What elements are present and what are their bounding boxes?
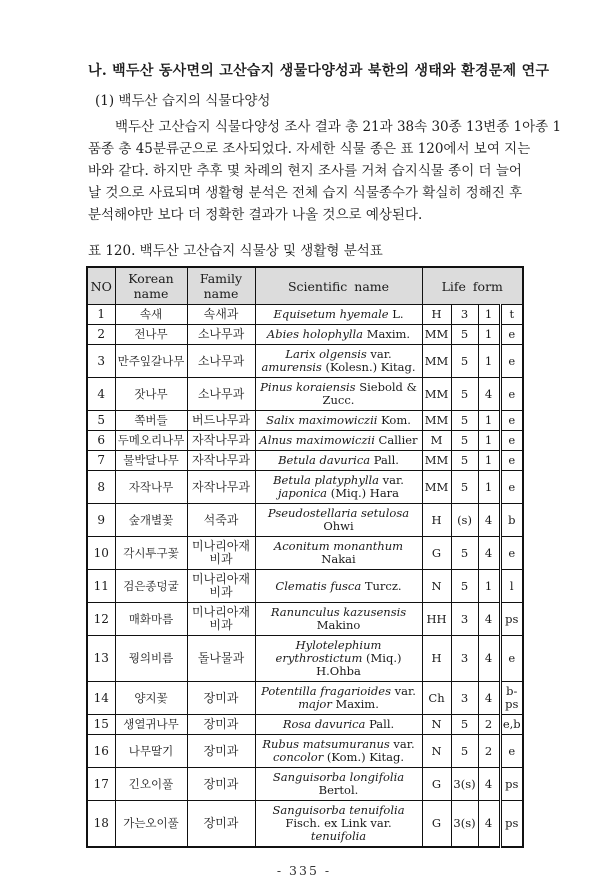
life-form-growth: ps <box>500 603 523 636</box>
life-form-disseminule: 4 <box>478 682 500 715</box>
species-table <box>86 266 524 848</box>
life-form-radicoid: 5 <box>451 451 478 471</box>
life-form-growth: ps <box>500 801 523 848</box>
family-name-cell: 장미과 <box>187 715 255 735</box>
family-name-cell: 소나무과 <box>187 345 255 378</box>
family-name-cell: 미나리아재비과 <box>187 570 255 603</box>
scientific-name-cell <box>255 431 422 451</box>
life-form-dormancy: G <box>422 801 451 848</box>
paragraph-line: 품종 총 45분류군으로 조사되었다. 자세한 식물 종은 표 120에서 보여 지는 <box>88 141 531 157</box>
life-form-dormancy: MM <box>422 325 451 345</box>
korean-name-cell: 숲개별꽃 <box>115 504 187 537</box>
life-form-dormancy: M <box>422 431 451 451</box>
scientific-name-cell <box>255 636 422 682</box>
life-form-dormancy: H <box>422 504 451 537</box>
sci-roman-segment: L. <box>388 307 404 321</box>
sci-roman-segment: (Kom.) Kitag. <box>323 750 405 764</box>
table-row <box>87 682 523 715</box>
sci-italic-segment: Sanguisorba tenuifolia <box>272 803 405 817</box>
life-form-dormancy: HH <box>422 603 451 636</box>
life-form-dormancy: N <box>422 715 451 735</box>
table-row <box>87 325 523 345</box>
life-form-radicoid: 3 <box>451 305 478 325</box>
sci-italic-segment: major <box>298 697 332 711</box>
sci-italic-segment: Potentilla fragarioides <box>261 684 391 698</box>
life-form-disseminule: 4 <box>478 636 500 682</box>
life-form-disseminule: 1 <box>478 431 500 451</box>
sci-italic-segment: Hylotelephium erythrostictum <box>275 638 382 665</box>
korean-name-cell: 매화마름 <box>115 603 187 636</box>
scientific-name-cell <box>255 735 422 768</box>
subsection-heading: (1) 백두산 습지의 식물다양성 <box>95 93 271 109</box>
life-form-dormancy: MM <box>422 411 451 431</box>
life-form-radicoid: 3(s) <box>451 801 478 848</box>
table-row <box>87 603 523 636</box>
row-number-cell: 3 <box>87 345 115 378</box>
life-form-dormancy: G <box>422 537 451 570</box>
sci-italic-segment: japonica <box>277 486 328 500</box>
family-name-cell: 속새과 <box>187 305 255 325</box>
life-form-disseminule: 4 <box>478 603 500 636</box>
paragraph-line: 날 것으로 사료되며 생활형 분석은 전체 습지 식물종수가 확실히 정해진 후 <box>88 185 523 201</box>
table-row <box>87 537 523 570</box>
table-row <box>87 636 523 682</box>
table-row <box>87 570 523 603</box>
life-form-radicoid: 5 <box>451 325 478 345</box>
life-form-dormancy: H <box>422 636 451 682</box>
sci-roman-segment: var. <box>379 473 404 487</box>
life-form-radicoid: 5 <box>451 537 478 570</box>
life-form-growth: ps <box>500 768 523 801</box>
sci-roman-segment: Pall. <box>370 453 399 467</box>
sci-italic-segment: Aconitum monanthum <box>273 539 404 553</box>
family-name-cell: 미나리아재비과 <box>187 537 255 570</box>
family-name-cell: 장미과 <box>187 801 255 848</box>
sci-roman-segment: Ohwi <box>323 519 354 533</box>
korean-name-cell: 잣나무 <box>115 378 187 411</box>
sci-italic-segment: amurensis <box>261 360 322 374</box>
sci-roman-segment: var. <box>390 684 416 698</box>
scientific-name-cell <box>255 715 422 735</box>
scientific-name-cell <box>255 801 422 848</box>
korean-name-cell: 양지꽃 <box>115 682 187 715</box>
life-form-disseminule: 2 <box>478 735 500 768</box>
section-heading: 나. 백두산 동사면의 고산습지 생물다양성과 북한의 생태와 환경문제 연구 <box>88 63 550 79</box>
sci-italic-segment: Salix maximowiczii <box>266 413 378 427</box>
col-header-no: NO <box>87 267 115 305</box>
row-number-cell: 8 <box>87 471 115 504</box>
table-row <box>87 768 523 801</box>
life-form-disseminule: 4 <box>478 378 500 411</box>
col-header-family-name: Family name <box>187 267 255 305</box>
row-number-cell: 2 <box>87 325 115 345</box>
table-row <box>87 504 523 537</box>
life-form-growth: e <box>500 325 523 345</box>
table-row <box>87 378 523 411</box>
family-name-cell: 돌나물과 <box>187 636 255 682</box>
row-number-cell: 1 <box>87 305 115 325</box>
sci-italic-segment: Betula platyphylla <box>273 473 380 487</box>
sci-italic-segment: Sanguisorba longifolia <box>272 770 405 784</box>
life-form-dormancy: H <box>422 305 451 325</box>
sci-roman-segment: Turcz. <box>361 578 402 593</box>
sci-italic-segment: Clematis fusca <box>275 578 362 593</box>
life-form-growth: e <box>500 411 523 431</box>
korean-name-cell: 만주잎갈나무 <box>115 345 187 378</box>
table-caption: 표 120. 백두산 고산습지 식물상 및 생활형 분석표 <box>88 243 383 259</box>
scientific-name-cell <box>255 682 422 715</box>
sci-italic-segment: Ranunculus kazusensis <box>270 605 407 619</box>
paragraph-line: 바와 같다. 하지만 추후 몇 차례의 현지 조사를 거쳐 습지식물 종이 더 늘어 <box>88 163 522 179</box>
korean-name-cell: 생열귀나무 <box>115 715 187 735</box>
sci-roman-segment: (Miq.) H.Ohba <box>316 651 402 678</box>
life-form-growth: e <box>500 451 523 471</box>
life-form-radicoid: 5 <box>451 735 478 768</box>
col-header-korean-name: Korean name <box>115 267 187 305</box>
scientific-name-cell <box>255 768 422 801</box>
row-number-cell: 16 <box>87 735 115 768</box>
row-number-cell: 11 <box>87 570 115 603</box>
family-name-cell: 자작나무과 <box>187 451 255 471</box>
table-row <box>87 345 523 378</box>
life-form-radicoid: 3(s) <box>451 768 478 801</box>
life-form-dormancy: MM <box>422 451 451 471</box>
sci-roman-segment: Pall. <box>365 717 395 731</box>
row-number-cell: 17 <box>87 768 115 801</box>
species-table-body <box>87 305 523 848</box>
row-number-cell: 9 <box>87 504 115 537</box>
life-form-dormancy: N <box>422 570 451 603</box>
life-form-dormancy: MM <box>422 378 451 411</box>
family-name-cell: 장미과 <box>187 682 255 715</box>
family-name-cell: 장미과 <box>187 768 255 801</box>
korean-name-cell: 가는오이풀 <box>115 801 187 848</box>
family-name-cell: 미나리아재비과 <box>187 603 255 636</box>
family-name-cell: 소나무과 <box>187 325 255 345</box>
life-form-dormancy: N <box>422 735 451 768</box>
life-form-radicoid: 3 <box>451 636 478 682</box>
scientific-name-cell <box>255 603 422 636</box>
life-form-radicoid: 5 <box>451 431 478 451</box>
sci-italic-segment: Abies holophylla <box>266 327 364 341</box>
life-form-growth: t <box>500 305 523 325</box>
life-form-dormancy: G <box>422 768 451 801</box>
korean-name-cell: 자작나무 <box>115 471 187 504</box>
table-row <box>87 801 523 848</box>
sci-roman-segment: Maxim. <box>363 327 411 341</box>
life-form-growth: b-ps <box>500 682 523 715</box>
row-number-cell: 14 <box>87 682 115 715</box>
life-form-dormancy: Ch <box>422 682 451 715</box>
body-paragraph <box>88 116 562 226</box>
korean-name-cell: 전나무 <box>115 325 187 345</box>
row-number-cell: 18 <box>87 801 115 848</box>
table-row <box>87 411 523 431</box>
korean-name-cell: 검은종덩굴 <box>115 570 187 603</box>
korean-name-cell: 물박달나무 <box>115 451 187 471</box>
korean-name-cell: 꿩의비름 <box>115 636 187 682</box>
row-number-cell: 4 <box>87 378 115 411</box>
life-form-disseminule: 4 <box>478 801 500 848</box>
scientific-name-cell <box>255 451 422 471</box>
scientific-name-cell <box>255 411 422 431</box>
life-form-disseminule: 4 <box>478 537 500 570</box>
life-form-radicoid: 3 <box>451 603 478 636</box>
sci-roman-segment: var. <box>389 737 415 751</box>
row-number-cell: 5 <box>87 411 115 431</box>
life-form-radicoid: 5 <box>451 471 478 504</box>
row-number-cell: 7 <box>87 451 115 471</box>
life-form-growth: e <box>500 537 523 570</box>
life-form-growth: e <box>500 471 523 504</box>
life-form-growth: e,b <box>500 715 523 735</box>
life-form-disseminule: 1 <box>478 305 500 325</box>
table-row <box>87 431 523 451</box>
family-name-cell: 소나무과 <box>187 378 255 411</box>
table-row <box>87 735 523 768</box>
sci-italic-segment: Rubus matsumuranus <box>262 737 390 751</box>
life-form-radicoid: (s) <box>451 504 478 537</box>
sci-roman-segment: Kom. <box>377 413 411 427</box>
sci-roman-segment: Nakai <box>321 552 356 566</box>
sci-roman-segment: Callier <box>374 433 418 447</box>
scientific-name-cell <box>255 325 422 345</box>
family-name-cell: 자작나무과 <box>187 471 255 504</box>
sci-roman-segment: Makino <box>316 618 361 632</box>
korean-name-cell: 나무딸기 <box>115 735 187 768</box>
korean-name-cell: 두메오리나무 <box>115 431 187 451</box>
life-form-disseminule: 1 <box>478 411 500 431</box>
life-form-disseminule: 4 <box>478 504 500 537</box>
korean-name-cell: 속새 <box>115 305 187 325</box>
sci-roman-segment: (Kolesn.) Kitag. <box>321 360 416 374</box>
row-number-cell: 12 <box>87 603 115 636</box>
sci-italic-segment: tenuifolia <box>310 829 367 843</box>
sci-italic-segment: Alnus maximowiczii <box>259 433 375 447</box>
table-row <box>87 305 523 325</box>
sci-roman-segment: Fisch. ex Link var. <box>285 816 392 830</box>
table-row <box>87 471 523 504</box>
life-form-growth: e <box>500 735 523 768</box>
life-form-disseminule: 1 <box>478 471 500 504</box>
row-number-cell: 15 <box>87 715 115 735</box>
life-form-dormancy: MM <box>422 471 451 504</box>
sci-italic-segment: Pinus koraiensis <box>260 380 356 394</box>
life-form-disseminule: 1 <box>478 451 500 471</box>
life-form-disseminule: 1 <box>478 570 500 603</box>
family-name-cell: 석죽과 <box>187 504 255 537</box>
life-form-disseminule: 2 <box>478 715 500 735</box>
scientific-name-cell <box>255 570 422 603</box>
life-form-radicoid: 5 <box>451 715 478 735</box>
life-form-disseminule: 1 <box>478 345 500 378</box>
paragraph-line: 백두산 고산습지 식물다양성 조사 결과 총 21과 38속 30종 13변종 1아종 1 <box>115 119 562 135</box>
life-form-radicoid: 5 <box>451 378 478 411</box>
korean-name-cell: 각시투구꽃 <box>115 537 187 570</box>
life-form-disseminule: 4 <box>478 768 500 801</box>
sci-roman-segment: Maxim. <box>331 697 379 711</box>
life-form-growth: e <box>500 636 523 682</box>
life-form-growth: e <box>500 431 523 451</box>
row-number-cell: 10 <box>87 537 115 570</box>
scientific-name-cell <box>255 537 422 570</box>
sci-roman-segment: Bertol. <box>318 783 359 797</box>
life-form-disseminule: 1 <box>478 325 500 345</box>
sci-roman-segment: Siebold & Zucc. <box>322 380 417 407</box>
sci-roman-segment: var. <box>366 347 392 361</box>
korean-name-cell: 쪽버들 <box>115 411 187 431</box>
scientific-name-cell <box>255 378 422 411</box>
sci-italic-segment: Rosa davurica <box>282 717 366 731</box>
table-header-row <box>87 267 523 305</box>
sci-italic-segment: Equisetum hyemale <box>273 307 389 321</box>
sci-italic-segment: concolor <box>272 750 324 764</box>
table-header <box>87 267 523 305</box>
life-form-radicoid: 3 <box>451 682 478 715</box>
scientific-name-cell <box>255 345 422 378</box>
life-form-radicoid: 5 <box>451 411 478 431</box>
life-form-radicoid: 5 <box>451 570 478 603</box>
life-form-radicoid: 5 <box>451 345 478 378</box>
paragraph-line: 분석해야만 보다 더 정확한 결과가 나올 것으로 예상된다. <box>88 207 423 223</box>
life-form-growth: e <box>500 345 523 378</box>
sci-italic-segment: Betula davurica <box>278 453 371 467</box>
scientific-name-cell <box>255 504 422 537</box>
family-name-cell: 버드나무과 <box>187 411 255 431</box>
life-form-growth: l <box>500 570 523 603</box>
scientific-name-cell <box>255 471 422 504</box>
col-header-life-form: Life form <box>422 267 523 305</box>
sci-italic-segment: Pseudostellaria setulosa <box>267 506 410 520</box>
life-form-growth: e <box>500 378 523 411</box>
table-row <box>87 715 523 735</box>
scientific-name-cell <box>255 305 422 325</box>
korean-name-cell: 긴오이풀 <box>115 768 187 801</box>
row-number-cell: 13 <box>87 636 115 682</box>
life-form-growth: b <box>500 504 523 537</box>
row-number-cell: 6 <box>87 431 115 451</box>
table-row <box>87 451 523 471</box>
sci-roman-segment: (Miq.) Hara <box>327 486 400 500</box>
family-name-cell: 자작나무과 <box>187 431 255 451</box>
life-form-dormancy: MM <box>422 345 451 378</box>
page-number: - 335 - <box>276 863 332 878</box>
col-header-scientific-name: Scientific name <box>255 267 422 305</box>
sci-italic-segment: Larix olgensis <box>285 347 367 361</box>
family-name-cell: 장미과 <box>187 735 255 768</box>
